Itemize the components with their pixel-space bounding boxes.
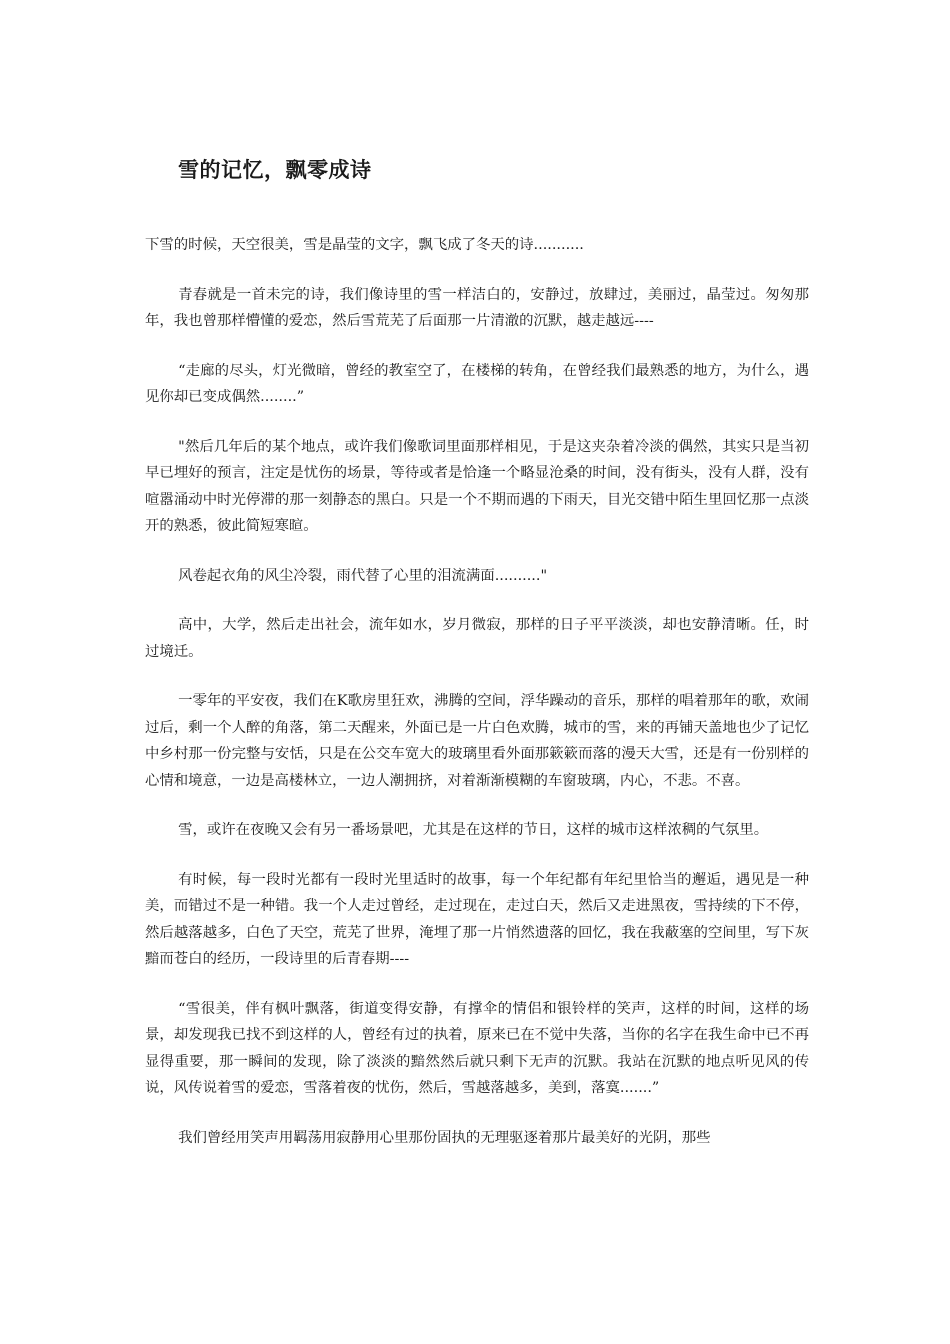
paragraph-5: 风卷起衣角的风尘冷裂，雨代替了心里的泪流满面.........." — [178, 567, 548, 584]
paragraph-8: 雪，或许在夜晚又会有另一番场景吧，尤其是在这样的节日，这样的城市这样浓稠的气氛里。 — [178, 822, 769, 838]
paragraph-6: 高中，大学，然后走出社会，流年如水，岁月微寂，那样的日子平平淡淡，却也安静清晰。任，时过境迁。 — [145, 617, 809, 660]
document-title: 雪的记忆，飘零成诗 — [178, 158, 372, 182]
paragraph-3: “走廊的尽头，灯光微暗，曾经的教室空了，在楼梯的转角，在曾经我们最熟悉的地方，为什么，遇见你却已变成偶然........” — [145, 362, 809, 405]
paragraph-9: 有时候，每一段时光都有一段时光里适时的故事，每一个年纪都有年纪里恰当的邂逅，遇见是一种美，而错过不是一种错。我一个人走过曾经，走过现在，走过白天，然后又走进黑夜，雪持续的下不停，然后越落越多，白色了天空，荒芜了世界，淹埋了那一片悄然遗落的回忆，我在我蔽塞的空间里，写下灰黯而苍白的经历，一段诗里的后青春期---- — [145, 871, 809, 967]
paragraph-10: “雪很美，伴有枫叶飘落，街道变得安静，有撑伞的情侣和银铃样的笑声，这样的时间，这样的场景，却发现我已找不到这样的人，曾经有过的执着，原来已在不觉中失落，当你的名字在我生命中已不再显得重要，那一瞬间的发现，除了淡淡的黯然然后就只剩下无声的沉默。我站在沉默的地点听见风的传说，风传说着雪的爱恋，雪落着夜的忧伤，然后，雪越落越多，美到，落寞.......” — [145, 1000, 809, 1096]
paragraph-11: 我们曾经用笑声用羁荡用寂静用心里那份固执的无理驱逐着那片最美好的光阴，那些 — [178, 1129, 711, 1146]
paragraph-7: 一零年的平安夜，我们在K歌房里狂欢，沸腾的空间，浮华躁动的音乐，那样的唱着那年的歌，欢闹过后，剩一个人醉的角落，第二天醒来，外面已是一片白色欢腾，城市的雪，来的再铺天盖地也少了记忆中乡村那一份完整与安恬，只是在公交车宽大的玻璃里看外面那簌簌而落的漫天大雪，还是有一份别样的心情和境意，一边是高楼林立，一边人潮拥挤，对着渐渐模糊的车窗玻璃，内心，不悲。不喜。 — [145, 693, 809, 789]
paragraph-4: "然后几年后的某个地点，或许我们像歌词里面那样相见，于是这夹杂着冷淡的偶然，其实只是当初早已埋好的预言，注定是忧伤的场景，等待或者是恰逢一个略显沧桑的时间，没有街头，没有人群，没有喧嚣涌动中时光停滞的那一刻静态的黑白。只是一个不期而遇的下雨天，目光交错中陌生里回忆那一点淡开的熟悉，彼此简短寒暄。 — [145, 438, 809, 534]
document-body — [145, 232, 809, 1174]
paragraph-2: 青春就是一首未完的诗，我们像诗里的雪一样洁白的，安静过，放肆过，美丽过，晶莹过。匆匆那年，我也曾那样懵懂的爱恋，然后雪荒芜了后面那一片清澈的沉默，越走越远---- — [145, 286, 809, 329]
paragraph-1: 下雪的时候，天空很美，雪是晶莹的文字，飘飞成了冬天的诗........... — [145, 237, 584, 253]
